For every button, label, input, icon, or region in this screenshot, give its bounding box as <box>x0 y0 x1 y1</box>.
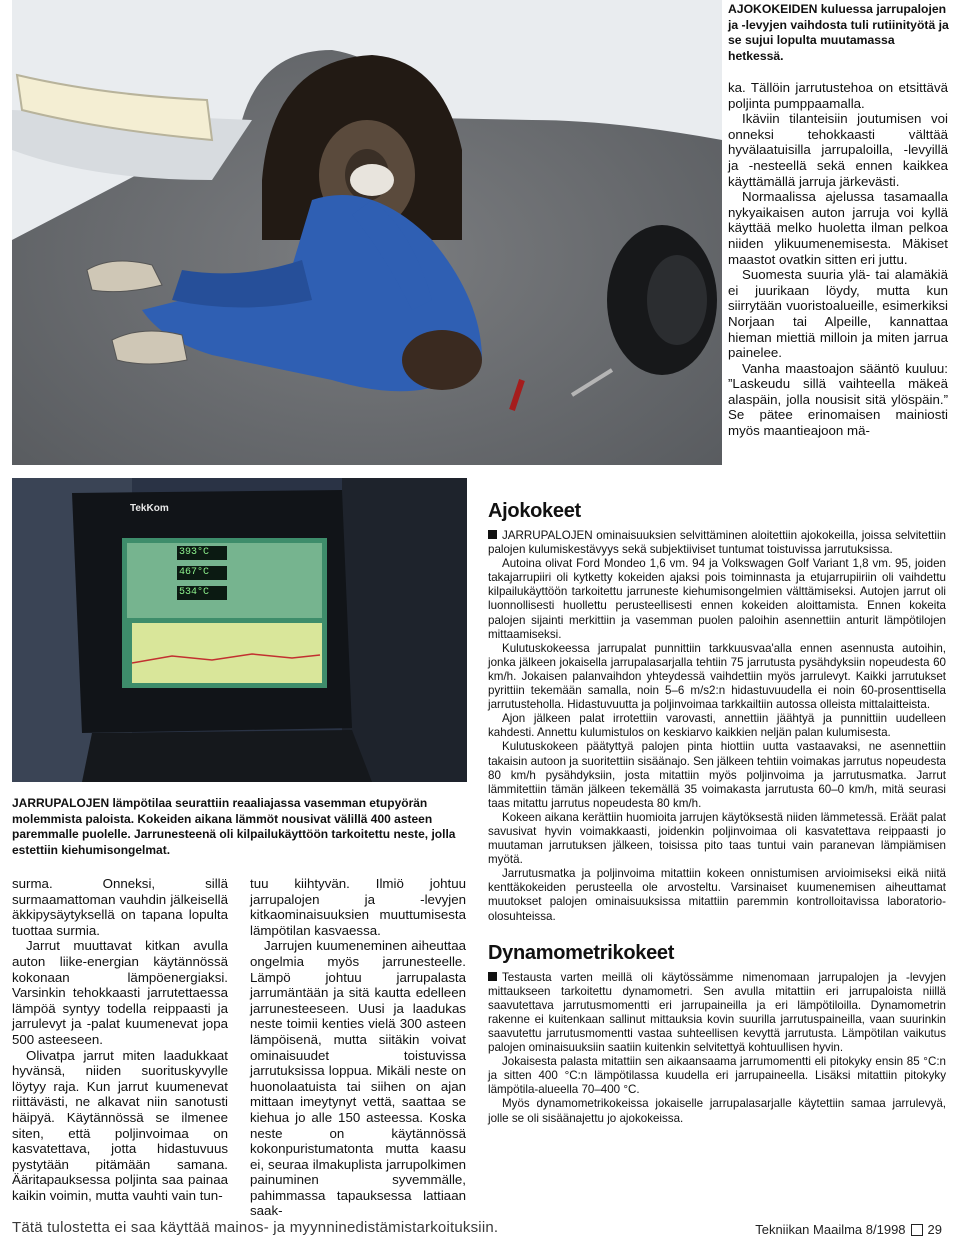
paragraph: Autoina olivat Ford Mondeo 1,6 vm. 94 ja Volkswagen Golf Variant 1,8 vm. 95, joiden takajarrupiiri oli kytketty kokeiden ajaksi pois toiminnasta ja etujarrupiiriin oli vaihdettu kilpailukäyttöön tarkoitettu jarruneste kiehumisongelmien välttämiseksi. Autojen jarrut oli luonnollisesti huollettu perusteellisesti ennen kokeiden aloittamista. Ennen kokeita palojen sijainti merkittiin ja vasemman puolen paloihin asennettiin anturit lämpötilojen mittaamiseksi. <box>488 557 946 641</box>
photo-laptop-temperature-monitor <box>12 478 467 782</box>
paragraph: Jarrujen kuumeneminen aiheuttaa ongelmia myös jarrunesteelle. Lämpö johtuu jarrupalasta jarrumäntään ja sitä kautta edelleen jarrunesteeseen. Uusi ja laadukas neste toimii kenties vielä 300 asteen lämpöisenä, mutta siitäkin voivat ominaisuudet toistuvissa jarrutuksissa loppua. Mikäli neste on huonolaatuista tai siihen on ajan mittaan imeytynyt vettä, saattaa se kiehua jo alle 150 asteessa. Koska neste on käytännössä kokonpuristumatonta mutta kaasu ei, seuraa ilmakuplista jarrupolkimen painuminen syvemmälle, pahimmassa tapauksessa lattiaan saak- <box>250 938 466 1219</box>
page-number: 29 <box>927 1222 942 1237</box>
paragraph: Myös dynamometrikokeissa jokaiselle jarrupalasarjalle käytettiin samaa jarrulevyä, jolle se oli sisäänajettu jo ajokokeissa. <box>488 1097 946 1125</box>
temperature-readout-3: 534°C <box>179 587 210 598</box>
article-column-middle <box>250 876 466 1219</box>
paragraph: Testausta varten meillä oli käytössämme nimenomaan jarrupalojen ja -levyjen mittaukseen tarkoitettu dynamometri. Sen avulla mitattiin eri jarrupaloista niillä saavutettava jarrutusmomentti eri jarrupaineilla ja eri lämpötiloilla. Dynamometrin rakenne ei kuitenkaan sallinut mittauksia kovin suurilla jarrutuspaineilla, vaan suurinkin saavutettu jarrutusmomentti vastaa suhteellisen kevyttä jarrutusta. Lämpötilan vaikutus palojen ominaisuuksiin saatiin kuitenkin selvitettyä kohtuullisen hyvin. <box>488 970 946 1055</box>
magazine-name: Tekniikan Maailma 8/1998 <box>755 1222 906 1237</box>
paragraph: Kulutuskokeen päätyttyä palojen pinta hiottiin uutta vastaavaksi, ne asennettiin takaisin autoon ja suoritettiin sisäänajo. Sen jälkeen tehtiin voimakas jarrutus nopeudesta 80 km/h pysähdyksiin, josta mitattiin myös poljinvoima ja jarrutusmatka. Jarrut lämmitettiin tämän jälkeen tekemällä 35 voimakasta jarrutusta 60–0 km/h, mitä seurasi taas mitattu jarrutus nopeudesta 80 km/h. <box>488 740 946 810</box>
laptop-brand-label: TekKom <box>130 503 169 514</box>
print-notice: Tätä tulostetta ei saa käyttää mainos- ja myynninedistämistarkoituksiin. <box>12 1219 499 1236</box>
paragraph: ka. Tällöin jarrutustehoa on etsittävä poljinta pumppaamalla. <box>728 80 948 111</box>
section-title-dynamometrikokeet: Dynamometrikokeet <box>488 941 675 964</box>
paragraph: Jokaisesta palasta mitattiin sen aikaansaama jarrumomentti eli pitokyky ensin 85 °C:n ja sitten 400 °C:n lämpötilassa kuudella eri jarrupaineella. Lisäksi mitattiin pitokyky lämpötila-alueella 70–400 °C. <box>488 1055 946 1097</box>
paragraph: Suomesta suuria ylä- tai alamäkiä ei juurikaan löydy, mutta kun siirrytään vuoristoalueille, esimerkiksi Norjaan tai Alpeille, kannattaa hieman miettiä milloin ja miten jarrua painelee. <box>728 267 948 361</box>
article-column-right-top <box>728 80 948 439</box>
paragraph: Ikäviin tilanteisiin joutumisen voi onneksi tehokkaasti välttää hyvälaatuisilla jarrupaloilla, -levyillä ja -nesteellä sekä ennen kaikkea käyttämällä jarruja järkevästi. <box>728 111 948 189</box>
article-column-left <box>12 876 228 1203</box>
paragraph: Normaalissa ajelussa tasamaalla nykyaikaisen auton jarruja voi kyllä käyttää melko huoletta ilman pelkoa niiden ylikuumenemisesta. Mäkiset maastot ovatkin sitten eri juttu. <box>728 189 948 267</box>
page-folio <box>755 1222 942 1237</box>
section-title-ajokokeet: Ajokokeet <box>488 500 581 522</box>
paragraph: Jarrut muuttavat kitkan avulla auton liike-energian käytännössä kokonaan lämpöenergiaksi. Varsinkin tehokkaasti jarrutettaessa lämpöä syntyy todella reippaasti ja jarrulevyt ja -palat kuumenevat jopa 500 asteeseen. <box>12 938 228 1047</box>
temperature-readout-1: 393°C <box>179 547 210 558</box>
photo-caption-bottom: JARRUPALOJEN lämpötilaa seurattiin reaaliajassa vasemman etupyörän molemmista paloista. Kokeiden aikana lämmöt nousivat välillä 400 asteen paremmalle puolelle. Jarrunesteenä oli kilpailukäyttöön tarkoitettu neste, jolla estettiin kiehumisongelmat. <box>12 796 456 857</box>
paragraph: tuu kiihtyvän. Ilmiö johtuu jarrupalojen ja -levyjen kitkaominaisuuksien muuttumisesta lämpötilan kasvaessa. <box>250 876 466 938</box>
bullet-square-icon <box>488 530 497 539</box>
paragraph: Kulutuskokeessa jarrupalat punnittiin tarkkuusvaa'alla ennen asennusta autoihin, jonka jälkeen jokaisella jarrupalasarjalla tehtiin 75 jarrutusta pysähdyksiin nopeudesta 60 km/h. Jokaisen palanvaihdon yhteydessä vaihdettiin myös jarrulevyt. Kaikki jarrutukset pyrittiin tekemään samalla, noin 5–6 m/s2:n hidastuvuudella ei noin 60-prosenttisella jarrutusteholla. Hidastuvuutta ja poljinvoimaa tarkkailtiin autossa olleista mittalaitteista. <box>488 641 946 712</box>
paragraph: Kokeen aikana kerättiin huomioita jarrujen käytöksestä niiden lämmetessä. Eräät palat savusivat hyvin voimakkaasti, joidenkin poljinvoimaa oli kasvatettava reippaasti jo muutaman jarrutuksen jälkeen, toisissa pito taas tuntui vain paranevan lämpiämisen myötä. <box>488 810 946 867</box>
paragraph: Jarrutusmatka ja poljinvoima mitattiin kokeen onnistumisen arvioimiseksi eikä niitä kenttäkokeiden perusteella ole arvosteltu. Varsinaiset kuumenemisen aiheuttamat muutokset palojen ominaisuuksissa mitattiin paremmin kontrolloitavissa laboratorio-olosuhteissa. <box>488 867 946 923</box>
paragraph: Ajon jälkeen palat irrotettiin varovasti, annettiin jäähtyä ja punnittiin uudelleen kahdesti. Annettu kulumistulos on keskiarvo kaikkien neljän palan kulumisesta. <box>488 712 946 740</box>
photo-caption-top: AJOKOKEIDEN kuluessa jarrupalojen ja -levyjen vaihdosta tuli rutiinityötä ja se sujui lopulta muutamassa hetkessä. <box>728 2 949 63</box>
temperature-readout-2: 467°C <box>179 567 210 578</box>
bullet-square-icon <box>488 972 497 981</box>
photo-brake-pad-change <box>12 0 722 465</box>
paragraph: JARRUPALOJEN ominaisuuksien selvittäminen aloitettiin ajokokeilla, joissa selvitettiin palojen kulumiskestävyys sekä subjektiiviset tuntumat toistuvissa jarrutuksissa. <box>488 529 946 557</box>
folio-square-icon <box>911 1224 923 1236</box>
paragraph: surma. Onneksi, sillä surmaamattoman vauhdin jälkeisellä äkkipysäytyksellä on tapana lopulta tuottaa surmia. <box>12 876 228 938</box>
sidebar-test-methods <box>488 500 946 1126</box>
paragraph: Olivatpa jarrut miten laadukkaat hyvänsä, niiden suorituskyvylle löytyy raja. Kun jarrut kuumenevat riittävästi, ne alkavat niin sanotusti häipyä. Käytännössä se ilmenee siten, että poljinvoimaa on kasvatettava, jotta hidastuvuus pystytään pitämään samana. Ääritapauksessa poljinta saa painaa kaikin voimin, mutta vauhti vain tun- <box>12 1047 228 1203</box>
paragraph: Vanha maastoajon sääntö kuuluu: ”Laskeudu sillä vaihteella mäkeä alaspäin, jolla nousisit sitä ylöspäin.” Se pätee erinomaisen mainiosti myös maantieajoon mä- <box>728 360 948 439</box>
